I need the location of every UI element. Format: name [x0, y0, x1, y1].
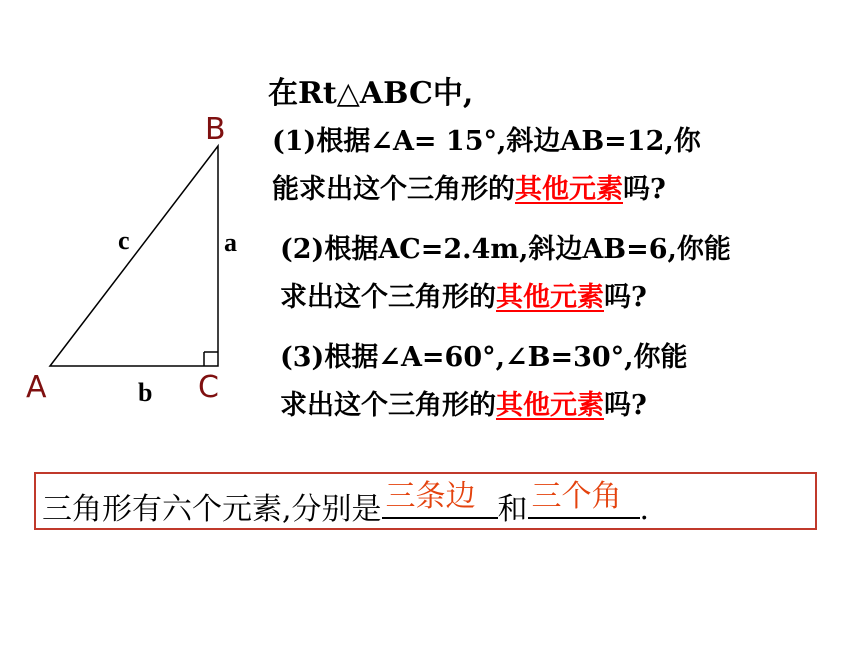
summary-blank-2 [528, 479, 640, 519]
question-1-prefix: 能求出这个三角形的 [272, 174, 515, 205]
summary-end: . [639, 492, 650, 527]
summary-blank-1 [382, 479, 498, 519]
question-3 [280, 334, 688, 430]
question-3-line1: (3)根据∠A=60°,∠B=30°,你能 [280, 342, 688, 373]
question-2-suffix: 吗? [604, 282, 647, 313]
summary-answer-1: 三条边 [385, 479, 476, 514]
page-title: 在Rt△ABC中, [268, 76, 474, 111]
vertex-a-label: A [26, 370, 47, 405]
summary-middle: 和 [497, 492, 528, 527]
summary-prefix: 三角形有六个元素,分别是 [42, 492, 382, 527]
side-b-label: b [138, 378, 153, 407]
vertex-c-label: C [198, 370, 219, 405]
question-2-line2 [280, 274, 731, 322]
question-1-line2 [272, 166, 701, 214]
summary-sentence [42, 479, 650, 528]
summary-answer-2: 三个角 [531, 479, 622, 514]
question-2-highlight: 其他元素 [496, 282, 604, 313]
vertex-b-label: B [205, 112, 226, 147]
question-3-line2 [280, 382, 688, 430]
side-c-label: c [118, 226, 130, 255]
question-2-prefix: 求出这个三角形的 [280, 282, 496, 313]
question-1 [272, 118, 701, 214]
question-2-line1: (2)根据AC=2.4m,斜边AB=6,你能 [280, 234, 731, 265]
question-1-suffix: 吗? [623, 174, 666, 205]
question-1-line1: (1)根据∠A= 15°,斜边AB=12,你 [272, 126, 701, 157]
question-2 [280, 226, 731, 322]
side-a-label: a [224, 228, 237, 257]
question-3-suffix: 吗? [604, 390, 647, 421]
question-3-prefix: 求出这个三角形的 [280, 390, 496, 421]
question-1-highlight: 其他元素 [515, 174, 623, 205]
triangle-shape [50, 146, 218, 366]
question-3-highlight: 其他元素 [496, 390, 604, 421]
